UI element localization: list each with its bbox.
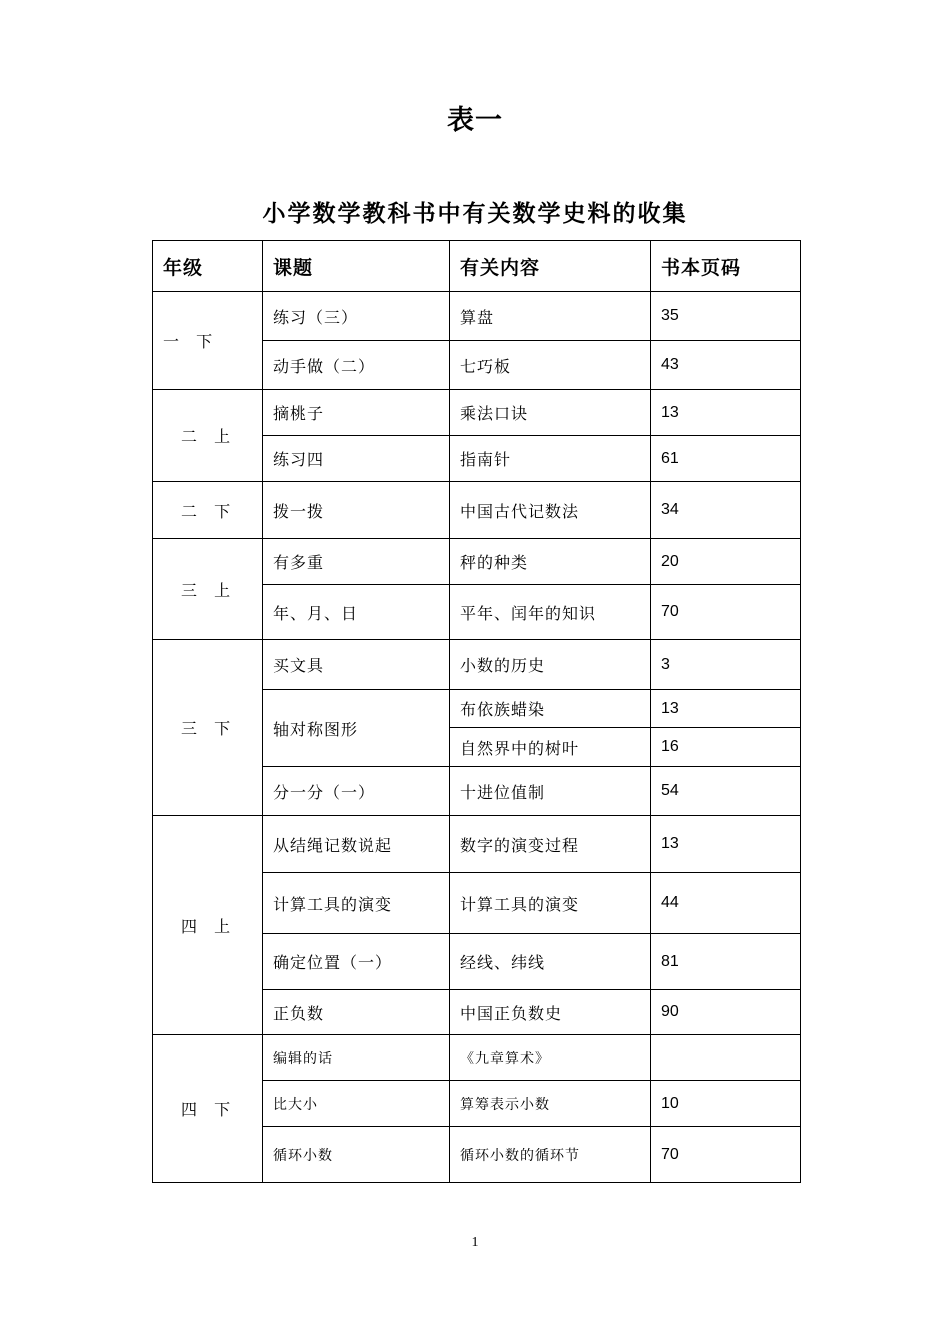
page-cell: 13 [651, 390, 801, 436]
content-cell: 十进位值制 [450, 767, 651, 816]
page-cell: 3 [651, 640, 801, 690]
topic-cell: 年、月、日 [263, 585, 450, 640]
topic-cell: 计算工具的演变 [263, 873, 450, 934]
content-cell: 自然界中的树叶 [450, 728, 651, 767]
header-page: 书本页码 [651, 241, 801, 292]
topic-cell: 编辑的话 [263, 1035, 450, 1081]
grade-cell: 三 上 [153, 539, 263, 640]
header-grade: 年级 [153, 241, 263, 292]
topic-cell: 动手做（二） [263, 341, 450, 390]
content-cell: 乘法口诀 [450, 390, 651, 436]
table-row [153, 292, 801, 341]
table-row [153, 482, 801, 539]
topic-cell: 练习四 [263, 436, 450, 482]
content-cell: 经线、纬线 [450, 934, 651, 990]
topic-cell: 正负数 [263, 990, 450, 1035]
content-cell: 算盘 [450, 292, 651, 341]
content-cell: 《九章算术》 [450, 1035, 651, 1081]
content-cell: 算筹表示小数 [450, 1081, 651, 1127]
page-cell: 61 [651, 436, 801, 482]
page-title: 表一 [447, 105, 503, 136]
page-cell: 34 [651, 482, 801, 539]
content-cell: 中国古代记数法 [450, 482, 651, 539]
page-cell: 54 [651, 767, 801, 816]
content-cell: 数字的演变过程 [450, 816, 651, 873]
topic-cell: 确定位置（一） [263, 934, 450, 990]
page-cell: 10 [651, 1081, 801, 1127]
topic-cell: 练习（三） [263, 292, 450, 341]
topic-cell: 轴对称图形 [263, 690, 450, 767]
table-row [153, 816, 801, 873]
header-row [153, 241, 801, 292]
page-cell: 13 [651, 690, 801, 728]
topic-cell: 拨一拨 [263, 482, 450, 539]
page-cell: 81 [651, 934, 801, 990]
content-cell: 中国正负数史 [450, 990, 651, 1035]
content-cell: 七巧板 [450, 341, 651, 390]
content-cell: 小数的历史 [450, 640, 651, 690]
page-cell: 70 [651, 585, 801, 640]
page-cell: 16 [651, 728, 801, 767]
table-row [153, 640, 801, 690]
grade-cell: 二 下 [153, 482, 263, 539]
topic-cell: 买文具 [263, 640, 450, 690]
page-number: 1 [471, 1235, 479, 1250]
grade-cell: 四 下 [153, 1035, 263, 1183]
topic-cell: 循环小数 [263, 1127, 450, 1183]
page-cell: 20 [651, 539, 801, 585]
page-cell: 35 [651, 292, 801, 341]
page-cell [651, 1035, 801, 1081]
page-cell: 90 [651, 990, 801, 1035]
grade-cell: 一 下 [153, 292, 263, 390]
content-cell: 计算工具的演变 [450, 873, 651, 934]
grade-cell: 二 上 [153, 390, 263, 482]
table-row [153, 1035, 801, 1081]
page-cell: 44 [651, 873, 801, 934]
grade-cell: 三 下 [153, 640, 263, 816]
grade-cell: 四 上 [153, 816, 263, 1035]
content-cell: 指南针 [450, 436, 651, 482]
page-cell: 70 [651, 1127, 801, 1183]
topic-cell: 比大小 [263, 1081, 450, 1127]
content-cell: 布依族蜡染 [450, 690, 651, 728]
table-row [153, 390, 801, 436]
content-cell: 平年、闰年的知识 [450, 585, 651, 640]
header-content: 有关内容 [450, 241, 651, 292]
topic-cell: 摘桃子 [263, 390, 450, 436]
history-materials-table [152, 240, 801, 1183]
page-cell: 13 [651, 816, 801, 873]
table-row [153, 539, 801, 585]
table-title: 小学数学教科书中有关数学史料的收集 [262, 201, 688, 227]
page-cell: 43 [651, 341, 801, 390]
topic-cell: 分一分（一） [263, 767, 450, 816]
content-cell: 循环小数的循环节 [450, 1127, 651, 1183]
header-topic: 课题 [263, 241, 450, 292]
content-cell: 秤的种类 [450, 539, 651, 585]
topic-cell: 有多重 [263, 539, 450, 585]
topic-cell: 从结绳记数说起 [263, 816, 450, 873]
